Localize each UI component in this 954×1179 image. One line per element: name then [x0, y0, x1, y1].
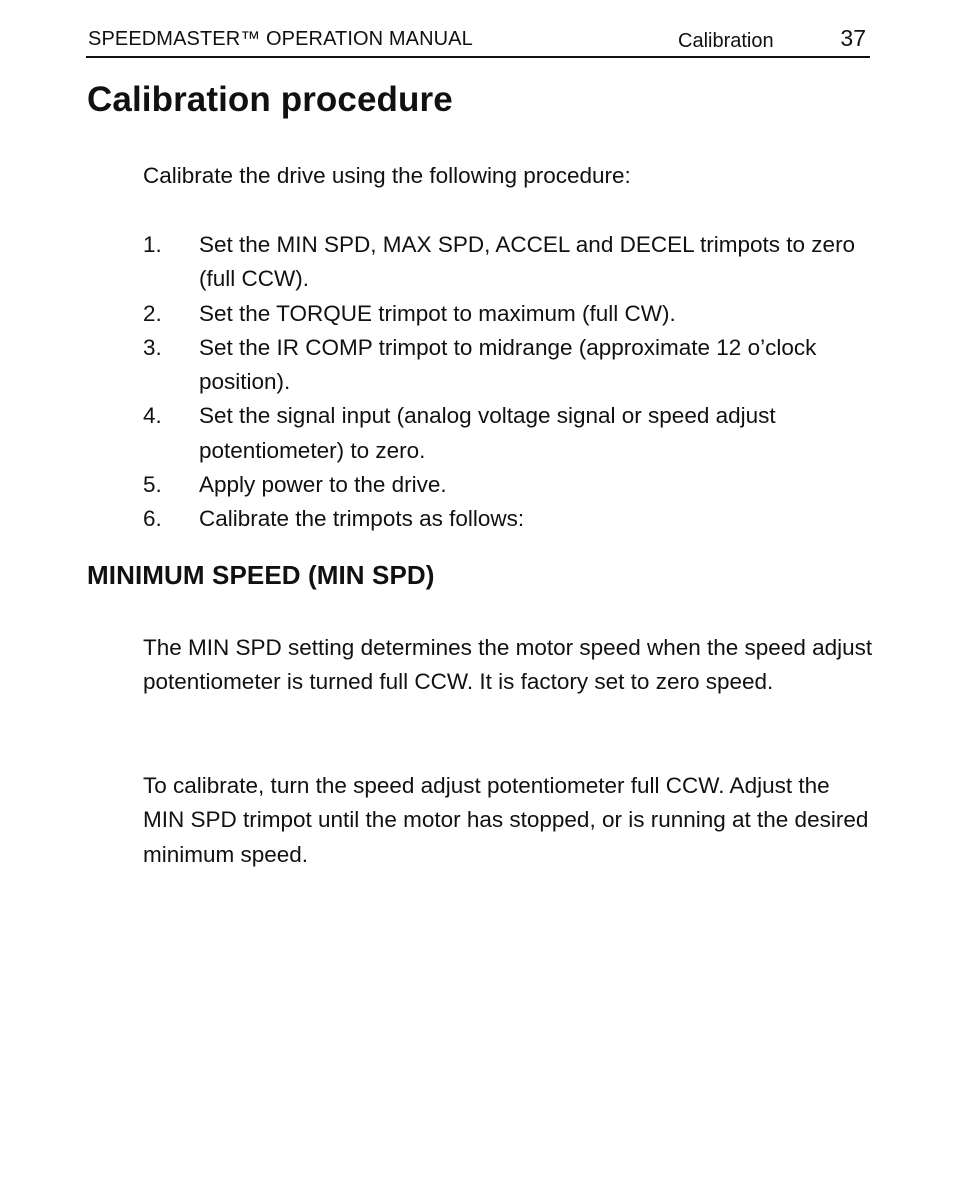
step-number: 6.: [143, 506, 162, 532]
procedure-steps: [143, 228, 873, 537]
step-text: Set the MIN SPD, MAX SPD, ACCEL and DECEL trimpots to zero (full CCW).: [199, 232, 856, 292]
step-text: Set the IR COMP trimpot to midrange (approximate 12 o’clock position).: [199, 334, 817, 395]
procedure-step: [143, 228, 873, 297]
step-text: Set the signal input (analog voltage signal or speed adjust potentiometer) to zero.: [199, 403, 776, 463]
step-number: 4.: [143, 403, 162, 429]
step-text: Set the TORQUE trimpot to maximum (full CW).: [199, 300, 676, 326]
procedure-step: [143, 468, 873, 502]
step-text: Apply power to the drive.: [199, 472, 447, 498]
procedure-step: [143, 297, 873, 331]
step-number: 2.: [143, 300, 162, 326]
step-text: Calibrate the trimpots as follows:: [199, 506, 525, 532]
intro-text: Calibrate the drive using the following procedure:: [143, 163, 631, 188]
procedure-step: [143, 331, 873, 400]
page-title: Calibration procedure: [87, 80, 453, 119]
section-name: Calibration: [678, 30, 774, 52]
procedure-step: [143, 399, 873, 468]
procedure-step: [143, 502, 873, 536]
step-number: 3.: [143, 334, 162, 360]
running-header: [86, 24, 870, 58]
min-speed-description: The MIN SPD setting determines the motor speed when the speed adjust potentiometer is turned full CCW. It is factory set to zero speed.: [143, 635, 873, 695]
step-number: 1.: [143, 232, 162, 257]
page-number: 37: [840, 25, 866, 51]
min-speed-heading: MINIMUM SPEED (MIN SPD): [87, 560, 435, 590]
step-number: 5.: [143, 472, 162, 498]
min-speed-calibration-instructions: To calibrate, turn the speed adjust potentiometer full CCW. Adjust the MIN SPD trimpot until the motor has stopped, or is running at the desired minimum speed.: [143, 773, 869, 867]
manual-title: SPEEDMASTER™ OPERATION MANUAL: [88, 28, 473, 50]
